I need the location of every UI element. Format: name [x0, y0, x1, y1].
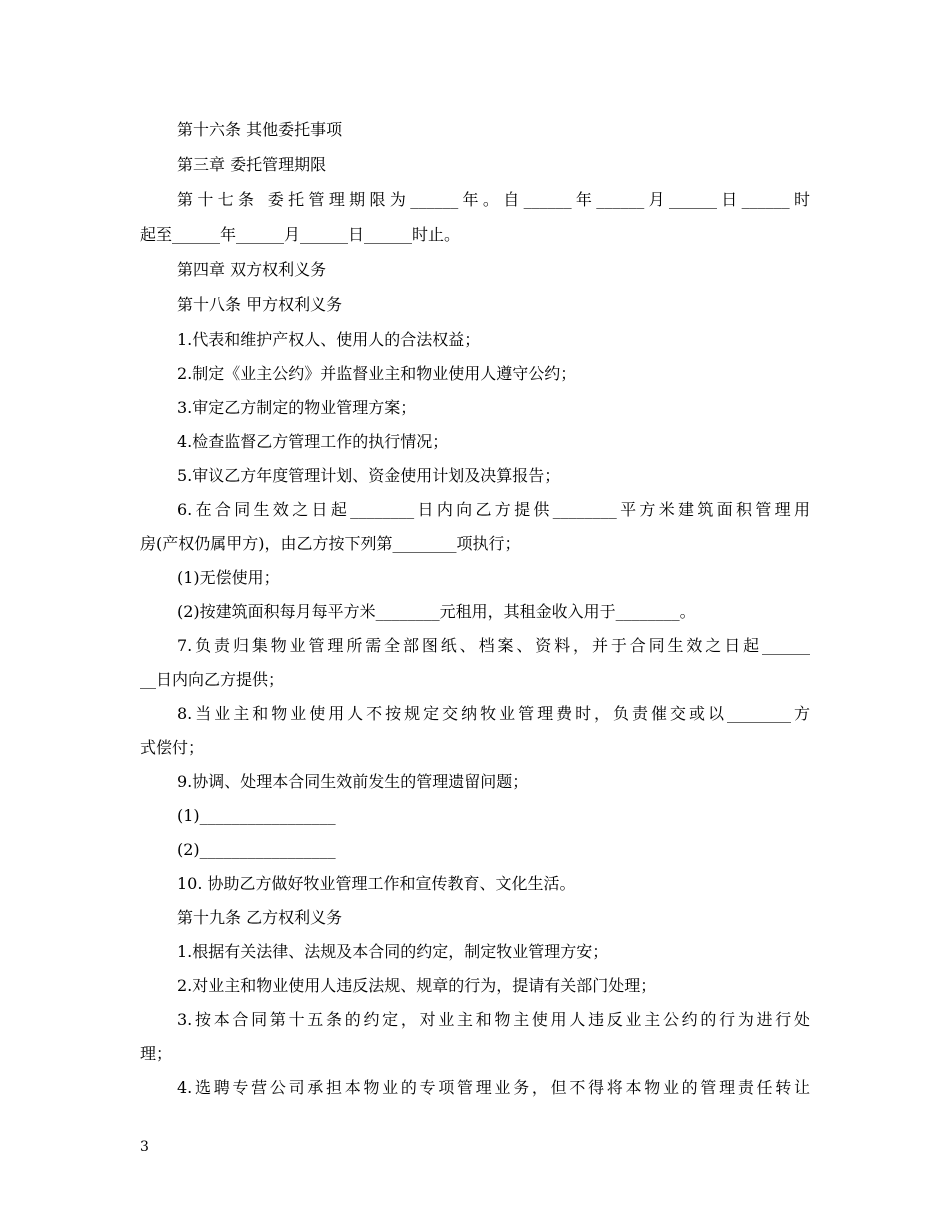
article-18-heading: 第十八条 甲方权利义务 — [177, 295, 343, 314]
article-18-item-5: 5.审议乙方年度管理计划、资金使用计划及决算报告； — [177, 466, 561, 485]
article-19-item-3-line-1: 3.按本合同第十五条的约定，对业主和物主使用人违反业主公约的行为进行处 — [177, 1010, 810, 1029]
article-17-line-2: 起至______年______月______日______时止。 — [140, 225, 461, 244]
article-18-item-9: 9.协调、处理本合同生效前发生的管理遗留问题； — [177, 772, 529, 791]
article-18-item-4: 4.检查监督乙方管理工作的执行情况； — [177, 432, 449, 451]
article-19-item-4-line-1: 4.选聘专营公司承担本物业的专项管理业务，但不得将本物业的管理责任转让 — [177, 1078, 810, 1097]
article-18-item-2: 2.制定《业主公约》并监督业主和物业使用人遵守公约； — [177, 364, 577, 383]
chapter-3-heading: 第三章 委托管理期限 — [177, 155, 327, 174]
article-17-line-1: 第十七条 委托管理期限为______年。自______年______月______日______时 — [177, 190, 810, 209]
article-18-item-8-line-2: 式偿付； — [140, 738, 205, 757]
article-18-item-3: 3.审定乙方制定的物业管理方案； — [177, 398, 417, 417]
article-18-item-6-line-2: 房(产权仍属甲方)，由乙方按下列第________项执行； — [140, 534, 521, 553]
article-18-item-9-sub-1: (1)_________________ — [177, 806, 336, 825]
article-18-item-6-sub-1: (1)无偿使用； — [177, 568, 280, 587]
article-18-item-7-line-2: __日内向乙方提供； — [140, 670, 285, 689]
chapter-4-heading: 第四章 双方权利义务 — [177, 260, 327, 279]
article-19-item-1: 1.根据有关法律、法规及本合同的约定，制定牧业管理方安； — [177, 942, 609, 961]
page-number: 3 — [140, 1139, 149, 1155]
article-18-item-9-sub-2: (2)_________________ — [177, 840, 336, 859]
article-18-item-10: 10. 协助乙方做好牧业管理工作和宣传教育、文化生活。 — [177, 874, 576, 893]
article-19-heading: 第十九条 乙方权利义务 — [177, 908, 343, 927]
article-18-item-7-line-1: 7.负责归集物业管理所需全部图纸、档案、资料，并于合同生效之日起______ — [177, 636, 810, 655]
article-18-item-6-line-1: 6.在合同生效之日起________日内向乙方提供________平方米建筑面积管理用 — [177, 500, 810, 519]
article-18-item-8-line-1: 8.当业主和物业使用人不按规定交纳牧业管理费时，负责催交或以________方 — [177, 704, 810, 723]
article-16-heading: 第十六条 其他委托事项 — [177, 120, 343, 139]
article-18-item-6-sub-2: (2)按建筑面积每月每平方米________元租用，其租金收入用于________。 — [177, 602, 696, 621]
article-19-item-3-line-2: 理； — [140, 1044, 173, 1063]
article-19-item-2: 2.对业主和物业使用人违反法规、规章的行为，提请有关部门处理； — [177, 976, 657, 995]
article-18-item-1: 1.代表和维护产权人、使用人的合法权益； — [177, 330, 481, 349]
